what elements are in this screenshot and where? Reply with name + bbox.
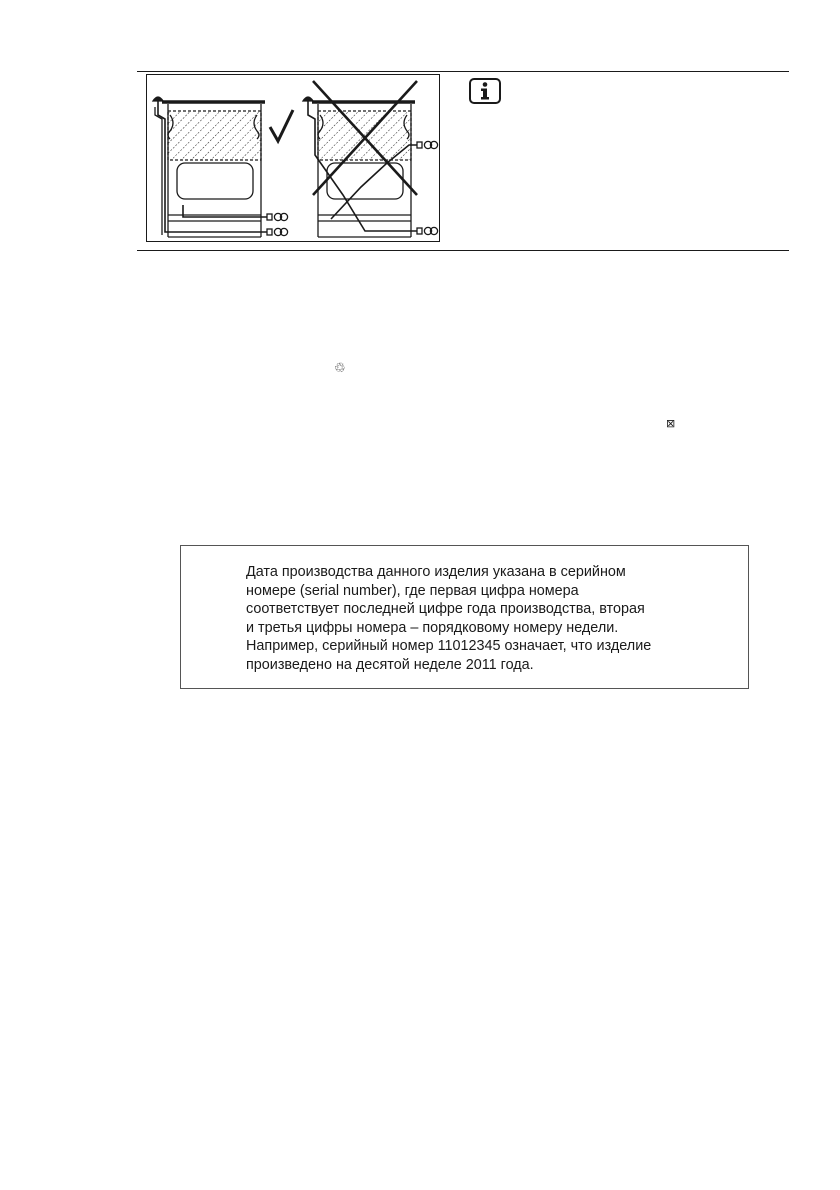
installation-diagram: [147, 75, 441, 243]
correct-installation: [153, 97, 293, 237]
weee-bin-icon: ⊠: [666, 417, 676, 430]
top-rule: [137, 71, 789, 72]
recycle-icon: ♲: [334, 361, 346, 376]
installation-figure: [146, 74, 440, 242]
bottom-rule: [137, 250, 789, 251]
incorrect-installation: [303, 81, 438, 237]
production-date-text: Дата производства данного изделия указана в серийном номере (serial number), где первая цифра номера соответствует последней цифре года производства, вторая и третья цифры номера – порядковому номеру недели. Например, серийный номер 11012345 означает, что изделие произведено на десятой неделе 2011 года.: [246, 564, 652, 673]
production-date-note: [180, 545, 749, 689]
info-icon: [469, 78, 501, 104]
